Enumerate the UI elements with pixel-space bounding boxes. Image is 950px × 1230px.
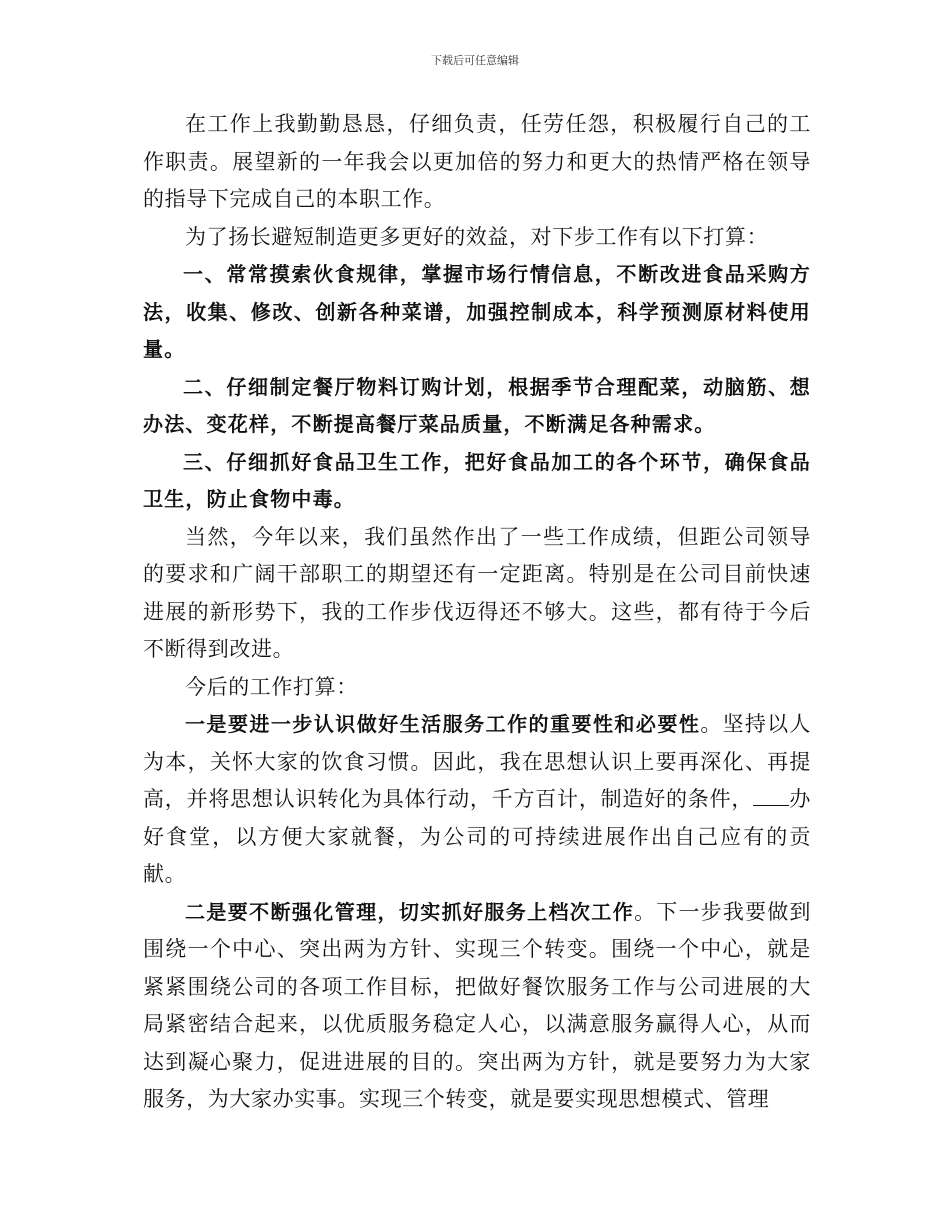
- future-point-1-lead: 一是要进一步认识做好生活服务工作的重要性和必要性: [185, 712, 701, 736]
- document-body: [143, 106, 811, 1119]
- future-point-2-lead: 二是要不断强化管理，切实抓好服务上档次工作: [185, 899, 635, 924]
- paragraph-plan-item-2: 二、仔细制定餐厅物料订购计划，根据季节合理配菜，动脑筋、想办法、变花样，不断提高餐厅菜品质量，不断满足各种需求。: [143, 374, 811, 436]
- paragraph-future-point-1: [143, 706, 811, 894]
- page-header-note: 下载后可任意编辑: [431, 54, 519, 67]
- paragraph-plan-intro: 为了扬长避短制造更多更好的效益，对下步工作有以下打算：: [185, 224, 769, 249]
- future-point-2-text: 。下一步我要做到围绕一个中心、突出两为方针、实现三个转变。围绕一个中心，就是紧紧围绕公司的各项工作目标，把做好餐饮服务工作与公司进展的大局紧密结合起来，以优质服务稳定人心，以满意服务赢得人心，从而达到凝心聚力，促进进展的目的。突出两为方针，就是要努力为大家服务，为大家办实事。实现三个转变，就是要实现思想模式、管理: [143, 899, 811, 1111]
- paragraph-future-heading: 今后的工作打算：: [185, 674, 358, 699]
- paragraph-work-attitude: 在工作上我勤勤恳恳，仔细负责，任劳任怨，积极履行自己的工作职责。展望新的一年我会以更加倍的努力和更大的热情严格在领导的指导下完成自己的本职工作。: [143, 112, 811, 211]
- paragraph-future-point-2: [143, 894, 811, 1119]
- paragraph-plan-item-3: 三、仔细抓好食品卫生工作，把好食品加工的各个环节，确保食品卫生，防止食物中毒。: [143, 449, 811, 511]
- future-point-1-text-b: 办好食堂，以方便大家就餐，为公司的可持续进展作出自己应有的贡献。: [143, 787, 811, 886]
- paragraph-plan-item-1: 一、常常摸索伙食规律，掌握市场行情信息，不断改进食品采购方法，收集、修改、创新各种菜谱，加强控制成本，科学预测原材料使用量。: [143, 262, 811, 361]
- fill-in-blank: [753, 783, 789, 806]
- paragraph-shortcomings: 当然，今年以来，我们虽然作出了一些工作成绩，但距公司领导的要求和广阔干部职工的期望还有一定距离。特别是在公司目前快速进展的新形势下，我的工作步伐迈得还不够大。这些，都有待于今后不断得到改进。: [143, 524, 811, 661]
- future-point-1-text-a: 。坚持以人为本，关怀大家的饮食习惯。因此，我在思想认识上要再深化、再提高，并将思想认识转化为具体行动，千方百计，制造好的条件，: [143, 712, 811, 811]
